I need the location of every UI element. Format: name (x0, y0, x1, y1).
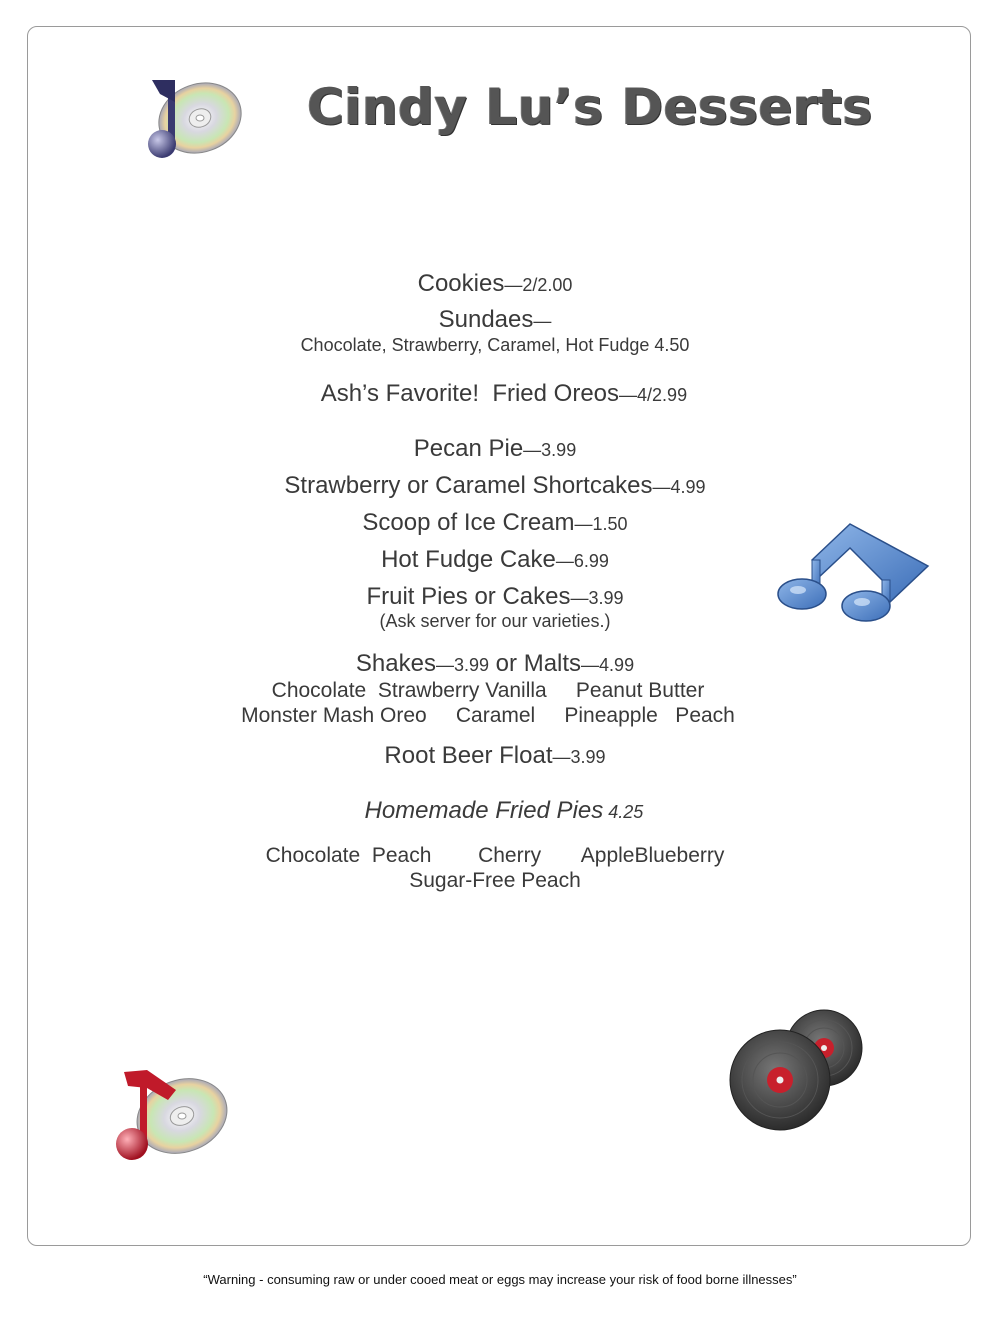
menu-item-cookies: Cookies—2/2.00 (417, 270, 573, 297)
menu-item-pecan-pie: Pecan Pie—3.99 (413, 435, 577, 462)
menu-item-fried-pies: Homemade Fried Pies 4.25 (364, 797, 644, 824)
shake-flavors-line-1: Chocolate Strawberry Vanilla Peanut Butter (271, 679, 705, 702)
menu-item-hot-fudge-cake: Hot Fudge Cake—6.99 (381, 546, 609, 573)
page-title: Cindy Lu’s Desserts (307, 78, 873, 136)
menu-item-fruit-pies: Fruit Pies or Cakes—3.99 (366, 583, 624, 610)
menu-item-fried-oreos: Ash’s Favorite! Fried Oreos—4/2.99 (320, 380, 688, 407)
music-note-blue-icon (772, 520, 932, 630)
vinyl-records-icon (724, 1008, 870, 1140)
dessert-menu (200, 270, 790, 893)
menu-item-ice-cream: Scoop of Ice Cream—1.50 (362, 509, 628, 536)
menu-item-root-beer-float: Root Beer Float—3.99 (384, 742, 606, 769)
shake-flavors-line-2: Monster Mash Oreo Caramel Pineapple Peach (241, 704, 735, 727)
fried-pie-flavors-line-1: Chocolate Peach Cherry AppleBlueberry (265, 844, 725, 867)
fruit-pies-note: (Ask server for our varieties.) (379, 611, 611, 631)
menu-item-sundaes: Sundaes— (438, 306, 552, 333)
fried-pie-flavors-line-2: Sugar-Free Peach (409, 869, 581, 892)
music-cd-red-icon (110, 1064, 236, 1172)
food-safety-warning: “Warning - consuming raw or under cooed meat or eggs may increase your risk of food borne illnesses” (203, 1272, 797, 1287)
menu-item-shakes-malts: Shakes—3.99 or Malts—4.99 (355, 650, 635, 677)
menu-item-shortcakes: Strawberry or Caramel Shortcakes—4.99 (284, 472, 706, 499)
sundaes-flavors: Chocolate, Strawberry, Caramel, Hot Fudge 4.50 (300, 335, 690, 355)
music-cd-blue-icon (140, 72, 250, 168)
